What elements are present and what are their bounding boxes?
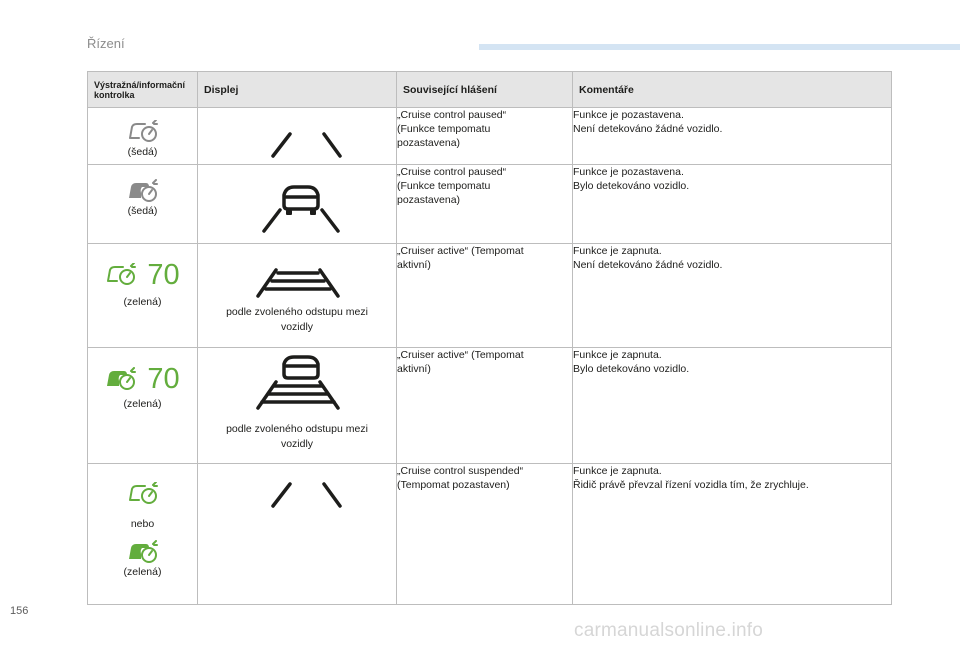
comment-cell: Funkce je zapnuta. Bylo detekováno vozidlo.	[573, 348, 892, 464]
warning-lamp-cell	[88, 348, 198, 464]
speedometer-outline-icon	[105, 263, 137, 287]
message-cell: „Cruiser active“ (Tempomat aktivní)	[397, 244, 573, 348]
speedometer-outline-icon	[127, 120, 159, 144]
message-cell: „Cruise control paused“ (Funkce tempomatu pozastavena)	[397, 165, 573, 244]
lane-distance-bars-car-icon	[198, 348, 397, 414]
message-cell: „Cruise control suspended“ (Tempomat pozastaven)	[397, 464, 573, 605]
header-warning-lamp: Výstražná/informační kontrolka	[88, 72, 198, 108]
warning-color-label: (zelená)	[123, 398, 162, 410]
display-cell	[198, 244, 397, 348]
warning-lamp-cell	[88, 165, 198, 244]
watermark: carmanualsonline.info	[574, 620, 764, 641]
warning-color-label: (zelená)	[123, 296, 162, 308]
table-row	[88, 108, 892, 165]
display-cell	[198, 464, 397, 605]
speedometer-outline-icon	[127, 482, 159, 506]
display-cell	[198, 348, 397, 464]
speedometer-with-car-icon	[105, 367, 137, 391]
cruise-control-table	[87, 71, 892, 605]
display-note: podle zvoleného odstupu mezi vozidly	[226, 423, 368, 450]
lane-lines-icon	[198, 464, 397, 520]
table-header-row	[88, 72, 892, 108]
warning-lamp-cell	[88, 464, 198, 605]
lane-distance-bars-icon	[198, 244, 397, 304]
display-note: podle zvoleného odstupu mezi vozidly	[226, 306, 368, 333]
header-message: Související hlášení	[397, 72, 573, 108]
speedometer-with-car-icon	[127, 540, 159, 564]
comment-cell: Funkce je zapnuta. Není detekováno žádné vozidlo.	[573, 244, 892, 348]
table-row	[88, 165, 892, 244]
warning-color-label: (šedá)	[127, 146, 158, 158]
comment-cell: Funkce je pozastavena. Bylo detekováno vozidlo.	[573, 165, 892, 244]
set-speed-value: 70	[147, 363, 180, 395]
header-comments: Komentáře	[573, 72, 892, 108]
table-row	[88, 464, 892, 605]
section-title: Řízení	[87, 36, 125, 51]
header-accent-bar	[479, 44, 960, 50]
message-cell: „Cruise control paused“ (Funkce tempomatu pozastavena)	[397, 108, 573, 165]
warning-color-label: (zelená)	[123, 566, 162, 578]
table-row	[88, 348, 892, 464]
warning-color-label: (šedá)	[127, 205, 158, 217]
message-cell: „Cruiser active“ (Tempomat aktivní)	[397, 348, 573, 464]
display-cell	[198, 108, 397, 165]
display-cell	[198, 165, 397, 244]
warning-lamp-cell	[88, 244, 198, 348]
lane-lines-car-icon	[198, 165, 397, 243]
comment-cell: Funkce je zapnuta. Řidič právě převzal řízení vozidla tím, že zrychluje.	[573, 464, 892, 605]
page-number: 156	[10, 605, 29, 617]
lane-lines-icon	[198, 108, 397, 164]
table-row	[88, 244, 892, 348]
alternative-label: nebo	[130, 518, 155, 530]
comment-cell: Funkce je pozastavena. Není detekováno žádné vozidlo.	[573, 108, 892, 165]
header-display: Displej	[198, 72, 397, 108]
warning-lamp-cell	[88, 108, 198, 165]
set-speed-value: 70	[147, 259, 180, 291]
speedometer-with-car-icon	[127, 179, 159, 203]
